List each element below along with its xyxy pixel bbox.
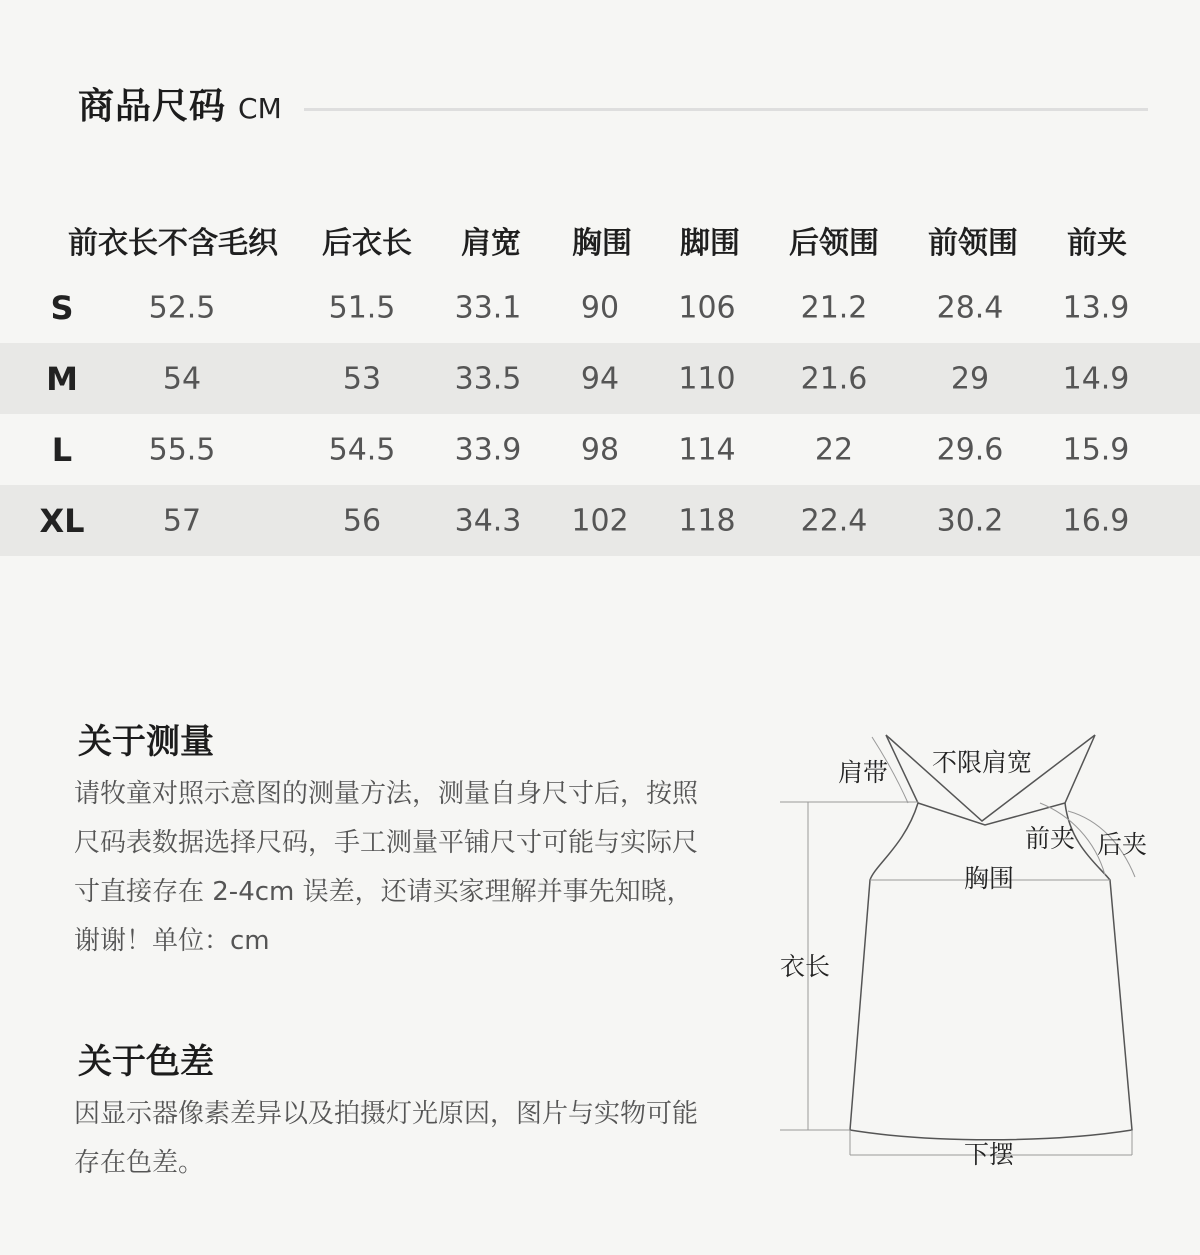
shoulder-width-label: 不限肩宽 bbox=[932, 748, 1033, 777]
table-cell: 22 bbox=[814, 432, 854, 467]
garment-measurement-diagram bbox=[770, 725, 1170, 1185]
unit-label: CM bbox=[238, 92, 282, 125]
table-cell: 33.9 bbox=[454, 432, 522, 467]
table-row bbox=[0, 414, 1200, 485]
column-header-chest: 胸围 bbox=[572, 226, 632, 261]
table-cell: 114 bbox=[678, 432, 736, 467]
table-cell: 14.9 bbox=[1062, 361, 1130, 396]
table-cell: 22.4 bbox=[800, 503, 868, 538]
table-cell: 118 bbox=[678, 503, 736, 538]
column-header-front-neck: 前领围 bbox=[928, 226, 1018, 261]
size-header bbox=[78, 78, 282, 129]
table-header bbox=[0, 200, 1200, 272]
table-cell: 52.5 bbox=[148, 290, 216, 325]
size-label: L bbox=[51, 430, 73, 469]
measurement-line: 寸直接存在 2-4cm 误差，还请买家理解并事先知晓， bbox=[74, 877, 693, 907]
page-title: 商品尺码 bbox=[78, 86, 227, 127]
table-cell: 102 bbox=[571, 503, 629, 538]
chest-label: 胸围 bbox=[964, 864, 1015, 893]
length-label: 衣长 bbox=[780, 952, 831, 981]
table-cell: 34.3 bbox=[454, 503, 522, 538]
size-table bbox=[0, 200, 1200, 556]
table-row bbox=[0, 272, 1200, 343]
table-cell: 21.2 bbox=[800, 290, 868, 325]
measurement-title: 关于测量 bbox=[78, 722, 214, 762]
column-header-hem: 脚围 bbox=[680, 226, 740, 261]
table-cell: 53 bbox=[342, 361, 382, 396]
table-cell: 54.5 bbox=[328, 432, 396, 467]
table-cell: 110 bbox=[678, 361, 736, 396]
column-header-front-length: 前衣长不含毛织 bbox=[68, 226, 278, 261]
table-cell: 33.5 bbox=[454, 361, 522, 396]
color-difference-text bbox=[74, 1090, 754, 1188]
table-row bbox=[0, 485, 1200, 556]
size-label: M bbox=[46, 359, 78, 398]
table-row bbox=[0, 343, 1200, 414]
measurement-line: 谢谢！单位：cm bbox=[74, 926, 270, 956]
measurement-line: 请牧童对照示意图的测量方法，测量自身尺寸后，按照 bbox=[74, 779, 699, 809]
table-cell: 57 bbox=[162, 503, 202, 538]
table-cell: 30.2 bbox=[936, 503, 1004, 538]
table-cell: 29.6 bbox=[936, 432, 1004, 467]
table-cell: 106 bbox=[678, 290, 736, 325]
strap-label: 肩带 bbox=[838, 758, 889, 787]
color-difference-line: 因显示器像素差异以及拍摄灯光原因，图片与实物可能 bbox=[74, 1099, 699, 1129]
front-armhole-label: 前夹 bbox=[1025, 824, 1076, 853]
table-cell: 29 bbox=[950, 361, 990, 396]
column-header-shoulder: 肩宽 bbox=[461, 226, 521, 261]
measurement-line: 尺码表数据选择尺码，手工测量平铺尺寸可能与实际尺 bbox=[74, 828, 699, 858]
back-armhole-label: 后夹 bbox=[1097, 830, 1148, 859]
table-cell: 98 bbox=[580, 432, 620, 467]
table-cell: 56 bbox=[342, 503, 382, 538]
column-header-back-neck: 后领围 bbox=[789, 226, 879, 261]
size-label: XL bbox=[39, 501, 85, 540]
table-cell: 55.5 bbox=[148, 432, 216, 467]
table-cell: 16.9 bbox=[1062, 503, 1130, 538]
color-difference-line: 存在色差。 bbox=[74, 1148, 205, 1178]
table-cell: 90 bbox=[580, 290, 620, 325]
hem-label: 下摆 bbox=[964, 1140, 1015, 1169]
size-label: S bbox=[50, 288, 74, 327]
table-cell: 15.9 bbox=[1062, 432, 1130, 467]
measurement-text bbox=[74, 770, 754, 966]
garment-outline bbox=[850, 735, 1132, 1140]
table-cell: 54 bbox=[162, 361, 202, 396]
table-cell: 21.6 bbox=[800, 361, 868, 396]
column-header-back-length: 后衣长 bbox=[322, 226, 412, 261]
table-cell: 28.4 bbox=[936, 290, 1004, 325]
table-cell: 51.5 bbox=[328, 290, 396, 325]
table-cell: 33.1 bbox=[454, 290, 522, 325]
table-cell: 94 bbox=[580, 361, 620, 396]
header-divider bbox=[304, 108, 1148, 111]
table-cell: 13.9 bbox=[1062, 290, 1130, 325]
column-header-armhole: 前夹 bbox=[1067, 226, 1127, 261]
color-difference-title: 关于色差 bbox=[78, 1042, 214, 1082]
